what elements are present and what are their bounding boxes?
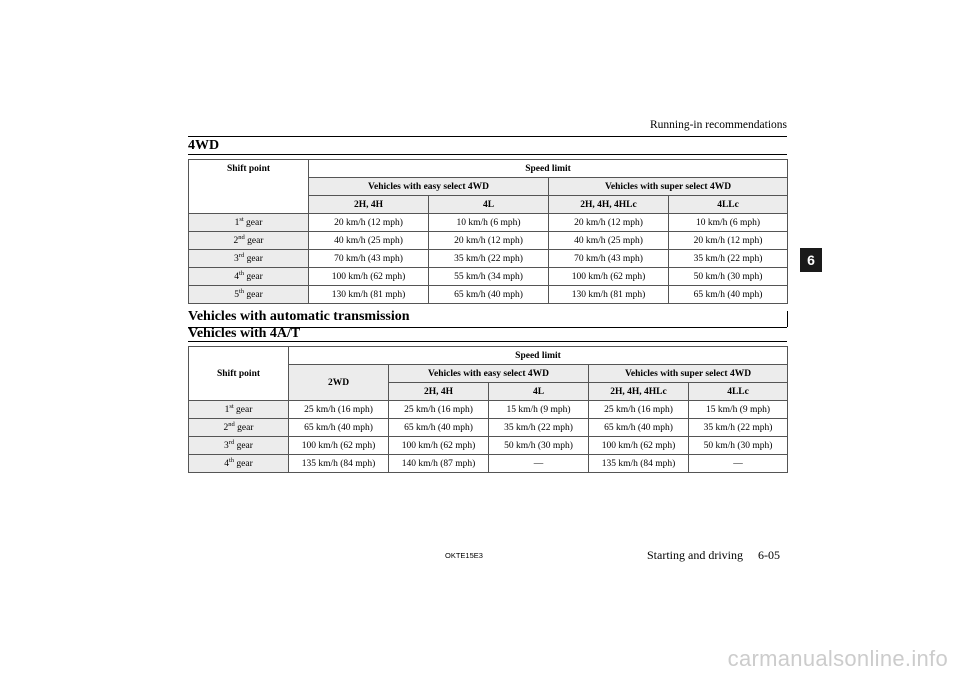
speed-cell: — [489, 455, 589, 473]
running-header: Running-in recommendations [649, 119, 787, 131]
table-row [189, 455, 788, 473]
speed-cell: 40 km/h (25 mph) [309, 232, 429, 250]
header-speed-limit: Speed limit [289, 347, 788, 365]
watermark: carmanualsonline.info [727, 646, 948, 671]
speed-cell: 100 km/h (62 mph) [589, 437, 689, 455]
header-easy-select: Vehicles with easy select 4WD [309, 178, 549, 196]
speed-cell: 25 km/h (16 mph) [389, 401, 489, 419]
speed-cell: 130 km/h (81 mph) [549, 286, 669, 304]
speed-cell: 65 km/h (40 mph) [289, 419, 389, 437]
speed-cell: 20 km/h (12 mph) [429, 232, 549, 250]
speed-cell: 20 km/h (12 mph) [549, 214, 669, 232]
header-rule [188, 136, 787, 137]
speed-cell: 70 km/h (43 mph) [309, 250, 429, 268]
section-subtitle-4at: Vehicles with 4A/T [188, 326, 301, 341]
section-title-automatic: Vehicles with automatic transmission [188, 309, 410, 324]
speed-cell: 35 km/h (22 mph) [489, 419, 589, 437]
header-mode: 4L [489, 383, 589, 401]
header-mode: 2H, 4H [309, 196, 429, 214]
speed-cell: 140 km/h (87 mph) [389, 455, 489, 473]
gear-label: 2nd gear [189, 419, 289, 437]
section-rule-4wd [188, 154, 787, 155]
speed-cell: 65 km/h (40 mph) [429, 286, 549, 304]
table-row [189, 214, 788, 232]
chapter-tab: 6 [800, 248, 822, 272]
speed-cell: 100 km/h (62 mph) [289, 437, 389, 455]
header-mode: 4L [429, 196, 549, 214]
header-easy-select: Vehicles with easy select 4WD [389, 365, 589, 383]
speed-cell: 25 km/h (16 mph) [289, 401, 389, 419]
speed-cell: 35 km/h (22 mph) [429, 250, 549, 268]
speed-cell: 10 km/h (6 mph) [429, 214, 549, 232]
header-2wd: 2WD [289, 365, 389, 401]
gear-label: 4th gear [189, 455, 289, 473]
speed-cell: 55 km/h (34 mph) [429, 268, 549, 286]
gear-label: 2nd gear [189, 232, 309, 250]
table-row [189, 232, 788, 250]
section-title-4wd: 4WD [188, 138, 220, 153]
speed-cell: 15 km/h (9 mph) [489, 401, 589, 419]
header-mode: 4LLc [689, 383, 788, 401]
speed-cell: 15 km/h (9 mph) [689, 401, 788, 419]
speed-cell: 35 km/h (22 mph) [689, 419, 788, 437]
speed-cell: 70 km/h (43 mph) [549, 250, 669, 268]
speed-cell: 130 km/h (81 mph) [309, 286, 429, 304]
footer-chapter-name: Starting and driving [647, 548, 743, 562]
speed-cell: 50 km/h (30 mph) [489, 437, 589, 455]
page-number: 6-05 [758, 548, 780, 562]
section-rule-4at [188, 341, 787, 342]
document-code: OKTE15E3 [445, 551, 483, 560]
speed-cell: 35 km/h (22 mph) [669, 250, 788, 268]
gear-label: 3rd gear [189, 250, 309, 268]
table-row [189, 268, 788, 286]
speed-cell: 50 km/h (30 mph) [689, 437, 788, 455]
speed-cell: 135 km/h (84 mph) [289, 455, 389, 473]
header-mode: 4LLc [669, 196, 788, 214]
speed-limit-table-4at [188, 346, 788, 473]
gear-label: 5th gear [189, 286, 309, 304]
header-mode: 2H, 4H [389, 383, 489, 401]
speed-cell: 65 km/h (40 mph) [669, 286, 788, 304]
header-shift-point: Shift point [189, 347, 289, 401]
speed-cell: 135 km/h (84 mph) [589, 455, 689, 473]
speed-cell: 50 km/h (30 mph) [669, 268, 788, 286]
header-mode: 2H, 4H, 4HLc [549, 196, 669, 214]
speed-cell: — [689, 455, 788, 473]
header-shift-point: Shift point [189, 160, 309, 214]
gear-label: 4th gear [189, 268, 309, 286]
speed-cell: 100 km/h (62 mph) [389, 437, 489, 455]
table-row [189, 419, 788, 437]
speed-cell: 65 km/h (40 mph) [389, 419, 489, 437]
header-super-select: Vehicles with super select 4WD [549, 178, 788, 196]
header-mode: 2H, 4H, 4HLc [589, 383, 689, 401]
speed-cell: 25 km/h (16 mph) [589, 401, 689, 419]
speed-limit-table-4wd [188, 159, 788, 304]
header-speed-limit: Speed limit [309, 160, 788, 178]
speed-cell: 20 km/h (12 mph) [669, 232, 788, 250]
gear-label: 1st gear [189, 214, 309, 232]
table-row [189, 401, 788, 419]
table-row [189, 286, 788, 304]
speed-cell: 100 km/h (62 mph) [549, 268, 669, 286]
speed-cell: 40 km/h (25 mph) [549, 232, 669, 250]
speed-cell: 10 km/h (6 mph) [669, 214, 788, 232]
table-row [189, 437, 788, 455]
table-row [189, 250, 788, 268]
section-vertical-rule [787, 311, 788, 327]
speed-cell: 100 km/h (62 mph) [309, 268, 429, 286]
gear-label: 3rd gear [189, 437, 289, 455]
speed-cell: 65 km/h (40 mph) [589, 419, 689, 437]
header-super-select: Vehicles with super select 4WD [589, 365, 788, 383]
gear-label: 1st gear [189, 401, 289, 419]
speed-cell: 20 km/h (12 mph) [309, 214, 429, 232]
